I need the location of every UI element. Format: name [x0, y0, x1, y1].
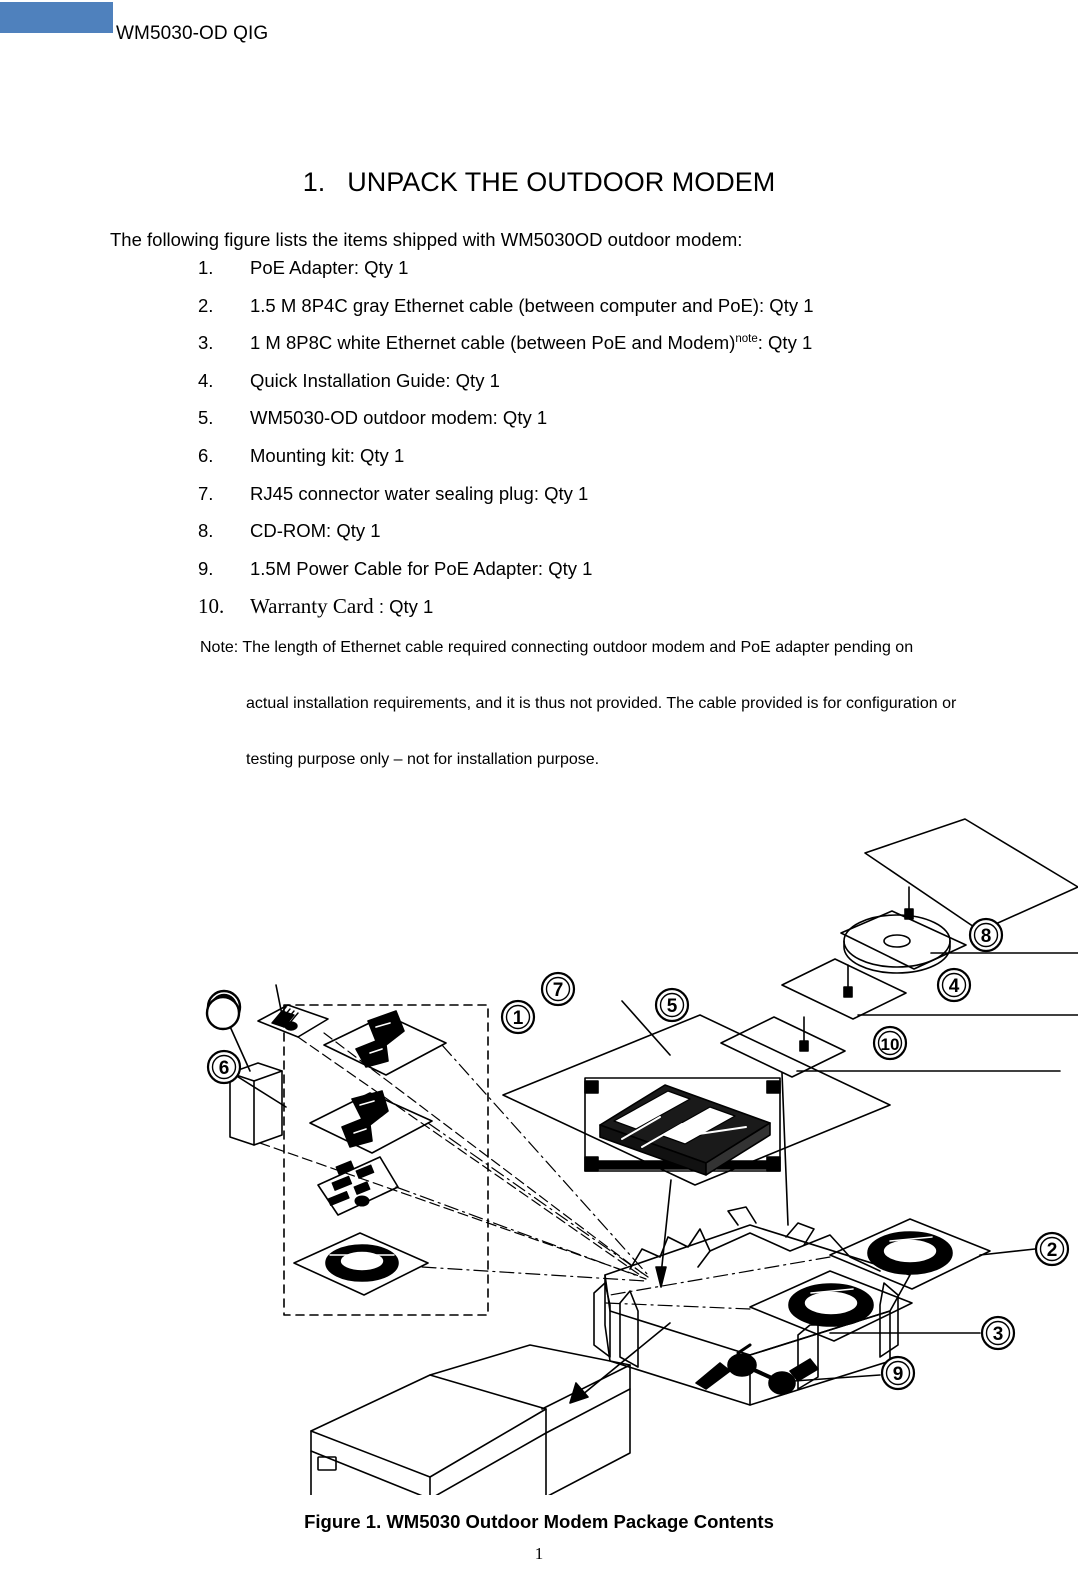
- list-item-index: 8.: [198, 520, 214, 542]
- list-item-label: Quick Installation Guide: Qty 1: [250, 369, 500, 391]
- list-item-index: 5.: [198, 407, 214, 429]
- page-number: 1: [534, 1544, 544, 1563]
- callout-number-1: 1: [512, 1008, 524, 1029]
- list-item: [198, 293, 1058, 331]
- package-contents-diagram: [190, 805, 1078, 1495]
- callout-number-7: 7: [552, 980, 564, 1001]
- list-item: [198, 593, 1058, 631]
- list-item-text-serif: Warranty Card: [250, 594, 374, 619]
- callout-bubbles: [207, 991, 240, 1029]
- callout-leader-6: [235, 1075, 286, 1107]
- list-item-index: 6.: [198, 444, 214, 466]
- list-item-index: 3.: [198, 332, 214, 354]
- document-header-title: WM5030-OD QIG: [116, 23, 269, 44]
- list-item: [198, 518, 1058, 556]
- callout-number-4: 4: [948, 976, 960, 997]
- list-item: [198, 255, 1058, 293]
- assembly-arrow: [844, 965, 852, 997]
- list-item-label: PoE Adapter: Qty 1: [250, 257, 409, 278]
- list-item-label: 1.5 M 8P4C gray Ethernet cable (between computer and PoE): Qty 1: [250, 294, 814, 316]
- list-item-text-qty: : Qty 1: [373, 596, 434, 618]
- note-line: testing purpose only – not for installation purpose.: [246, 751, 600, 768]
- note-block: [200, 638, 1078, 806]
- list-item-label: WM5030-OD outdoor modem: Qty 1: [250, 407, 548, 429]
- callout-number-10: 10: [880, 1035, 900, 1054]
- section-heading: [0, 166, 1078, 198]
- list-item-label: Mounting kit: Qty 1: [250, 444, 405, 466]
- list-item-label: CD-ROM: Qty 1: [250, 520, 381, 542]
- callout-number-2: 2: [1046, 1240, 1058, 1261]
- callout-number-6: 6: [218, 1058, 230, 1079]
- intro-paragraph: The following figure lists the items shipped with WM5030OD outdoor modem:: [110, 228, 743, 250]
- list-item-index: 7.: [198, 482, 214, 504]
- list-item: [198, 405, 1058, 443]
- carton-box: [311, 1345, 630, 1495]
- figure-caption: Figure 1. WM5030 Outdoor Modem Package Contents: [304, 1511, 774, 1532]
- note-line: actual installation requirements, and it is thus not provided. The cable provided is for configuration or: [246, 695, 957, 712]
- screws-hardware-pack: [318, 1157, 398, 1215]
- list-item-index: 4.: [198, 369, 214, 391]
- list-item: [198, 368, 1058, 406]
- assembly-arrow: [800, 1017, 808, 1051]
- section-title-text: UNPACK THE OUTDOOR MODEM: [347, 167, 776, 198]
- list-item-text-before-superscript: 1 M 8P8C white Ethernet cable (between PoE and Modem): [250, 332, 736, 354]
- callout-number-8: 8: [980, 926, 992, 947]
- list-item-label: [250, 593, 433, 620]
- note-superscript: note: [735, 333, 758, 346]
- assembly-arrow: [905, 887, 913, 919]
- header-accent-band: [0, 2, 113, 33]
- white-ethernet-cable-item: [750, 1271, 912, 1341]
- list-item-index: 10.: [198, 594, 225, 619]
- section-number: 1.: [302, 167, 326, 198]
- list-item-index: 1.: [198, 257, 214, 278]
- list-item-index: 9.: [198, 557, 214, 579]
- list-item-text-after-superscript: : Qty 1: [757, 332, 813, 354]
- callout-number-3: 3: [992, 1324, 1004, 1345]
- list-item-label: [250, 330, 812, 356]
- list-item: [198, 556, 1058, 594]
- list-item: [198, 443, 1058, 481]
- list-item: [198, 481, 1058, 519]
- mounting-band-clamp: [294, 1233, 428, 1295]
- callout-bubble-6-outline: [207, 997, 239, 1029]
- cd-rom-item: [841, 911, 966, 973]
- list-item: [198, 330, 1058, 368]
- list-item-label: RJ45 connector water sealing plug: Qty 1: [250, 482, 589, 504]
- modem-insert-line: [656, 1180, 671, 1287]
- package-contents-list: [198, 255, 1058, 631]
- list-item-label: 1.5M Power Cable for PoE Adapter: Qty 1: [250, 557, 593, 579]
- note-line: Note: The length of Ethernet cable required connecting outdoor modem and PoE adapter pending on: [200, 639, 914, 656]
- callout-number-9: 9: [892, 1364, 904, 1385]
- mounting-bracket-upper: [324, 1011, 446, 1075]
- callout-number-5: 5: [666, 996, 678, 1017]
- gray-ethernet-cable-item: [830, 1219, 990, 1289]
- rj45-sealing-plug-item: [258, 1005, 328, 1037]
- list-item-index: 2.: [198, 294, 214, 316]
- warranty-card-item: [721, 1017, 845, 1077]
